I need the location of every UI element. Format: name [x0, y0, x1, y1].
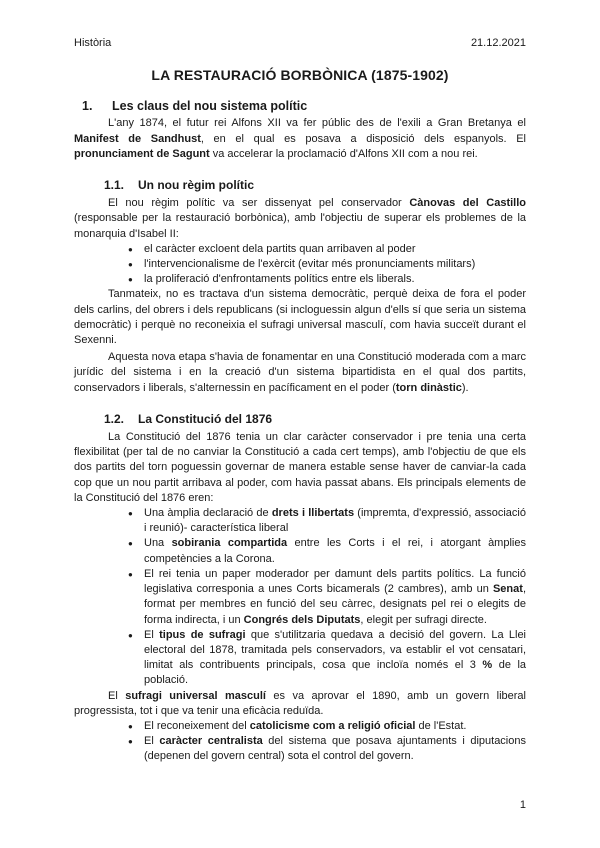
bullet-list: [74, 719, 526, 765]
section-1-2-heading: [74, 412, 526, 427]
document-body: [74, 68, 526, 765]
section-title: Un nou règim polític: [138, 178, 255, 193]
list-item: ● la proliferació d'enfrontaments polítics entre els liberals.: [144, 272, 526, 287]
section-number: 1.: [82, 99, 93, 114]
paragraph: Aquesta nova etapa s'havia de fonamentar en una Constitució moderada com a marc jurídic del sistema i en la creació d'un sistema bipartidista en el qual dos partits, conservadors i liberals, s'alternessin en pacíficament en el poder (torn dinàstic).: [74, 351, 526, 394]
bullet-list: [74, 506, 526, 688]
page-number: 1: [519, 799, 526, 811]
list-item: ● El tipus de sufragi que s'utilitzaria quedava a decisió del govern. La Llei electoral del 1878, tramitada pels conservadors, va establir el vot censatari, limitat als contribuents principals, cosa que incloïa només el 3 % de la població.: [144, 628, 526, 689]
section-1-heading: [74, 99, 526, 114]
paragraph: El nou règim polític va ser dissenyat pel conservador Cànovas del Castillo (responsable per la restauració borbònica), amb l'objectiu de superar els problemes de la monarquia d'Isabel II:: [74, 197, 526, 240]
list-item: ● el caràcter excloent dela partits quan arribaven al poder: [144, 242, 526, 257]
paragraph: L'any 1874, el futur rei Alfons XII va fer públic des de l'exili a Gran Bretanya el Manifest de Sandhust, en el qual es posava a disposició dels espanyols. El pronunciament de Sagunt va accelerar la proclamació d'Alfons XII com a nou rei.: [74, 117, 526, 160]
bullet-list: [74, 242, 526, 288]
paragraph: Tanmateix, no es tractava d'un sistema democràtic, perquè deixa de fora el poder dels carlins, del obrers i dels republicans (si incloguessin algun d'ells sí que seria un sistema democràtic) i perquè no reconeixia el sufragi universal masculí, com havia succeït durant el Sexenni.: [74, 288, 526, 347]
header-date: 21.12.2021: [470, 37, 526, 49]
page-title: LA RESTAURACIÓ BORBÒNICA (1875-1902): [151, 67, 449, 83]
list-item: ● Una sobirania compartida entre les Corts i el rei, i atorgant àmplies competències a la Corona.: [144, 536, 526, 566]
list-item: ● El reconeixement del catolicisme com a religió oficial de l'Estat.: [144, 719, 526, 734]
list-item: ● El caràcter centralista del sistema que posava ajuntaments i diputacions (depenen del govern central) sota el control del govern.: [144, 734, 526, 764]
section-title: La Constitució del 1876: [138, 411, 273, 426]
section-1-1-heading: [74, 178, 526, 193]
section-title: Les claus del nou sistema polític: [112, 99, 308, 114]
paragraph: El sufragi universal masculí es va aprovar el 1890, amb un govern liberal progressista, tot i que va tenir una eficàcia reduïda.: [74, 689, 526, 717]
list-item: ● El rei tenia un paper moderador per damunt dels partits polítics. La funció legislativa corresponia a unes Corts bicamerals (2 cambres), amb un Senat, format per membres en funció del seu càrrec, designats pel rei o elegits de forma indirecta, i un Congrés dels Diputats, elegit per sufragi directe.: [144, 567, 526, 628]
paragraph: La Constitució del 1876 tenia un clar caràcter conservador i pre tenia una certa flexibilitat (per tal de no canviar la Constitució a cada cert temps), amb l'objectiu de que els dos partits del torn poguessin governar de manera estable sense haver de canviar-la cada cop que un nou partit arribava al poder, com havia passat abans. Els principals elements de la Constitució del 1876 eren:: [74, 431, 526, 504]
header-subject: Història: [74, 37, 112, 49]
list-item: ● l'intervencionalisme de l'exèrcit (evitar més pronunciaments militars): [144, 257, 526, 272]
section-number: 1.2.: [104, 411, 125, 426]
section-number: 1.1.: [104, 178, 125, 193]
list-item: ● Una àmplia declaració de drets i llibertats (impremta, d'expressió, associació i reunió)- característica liberal: [144, 506, 526, 536]
